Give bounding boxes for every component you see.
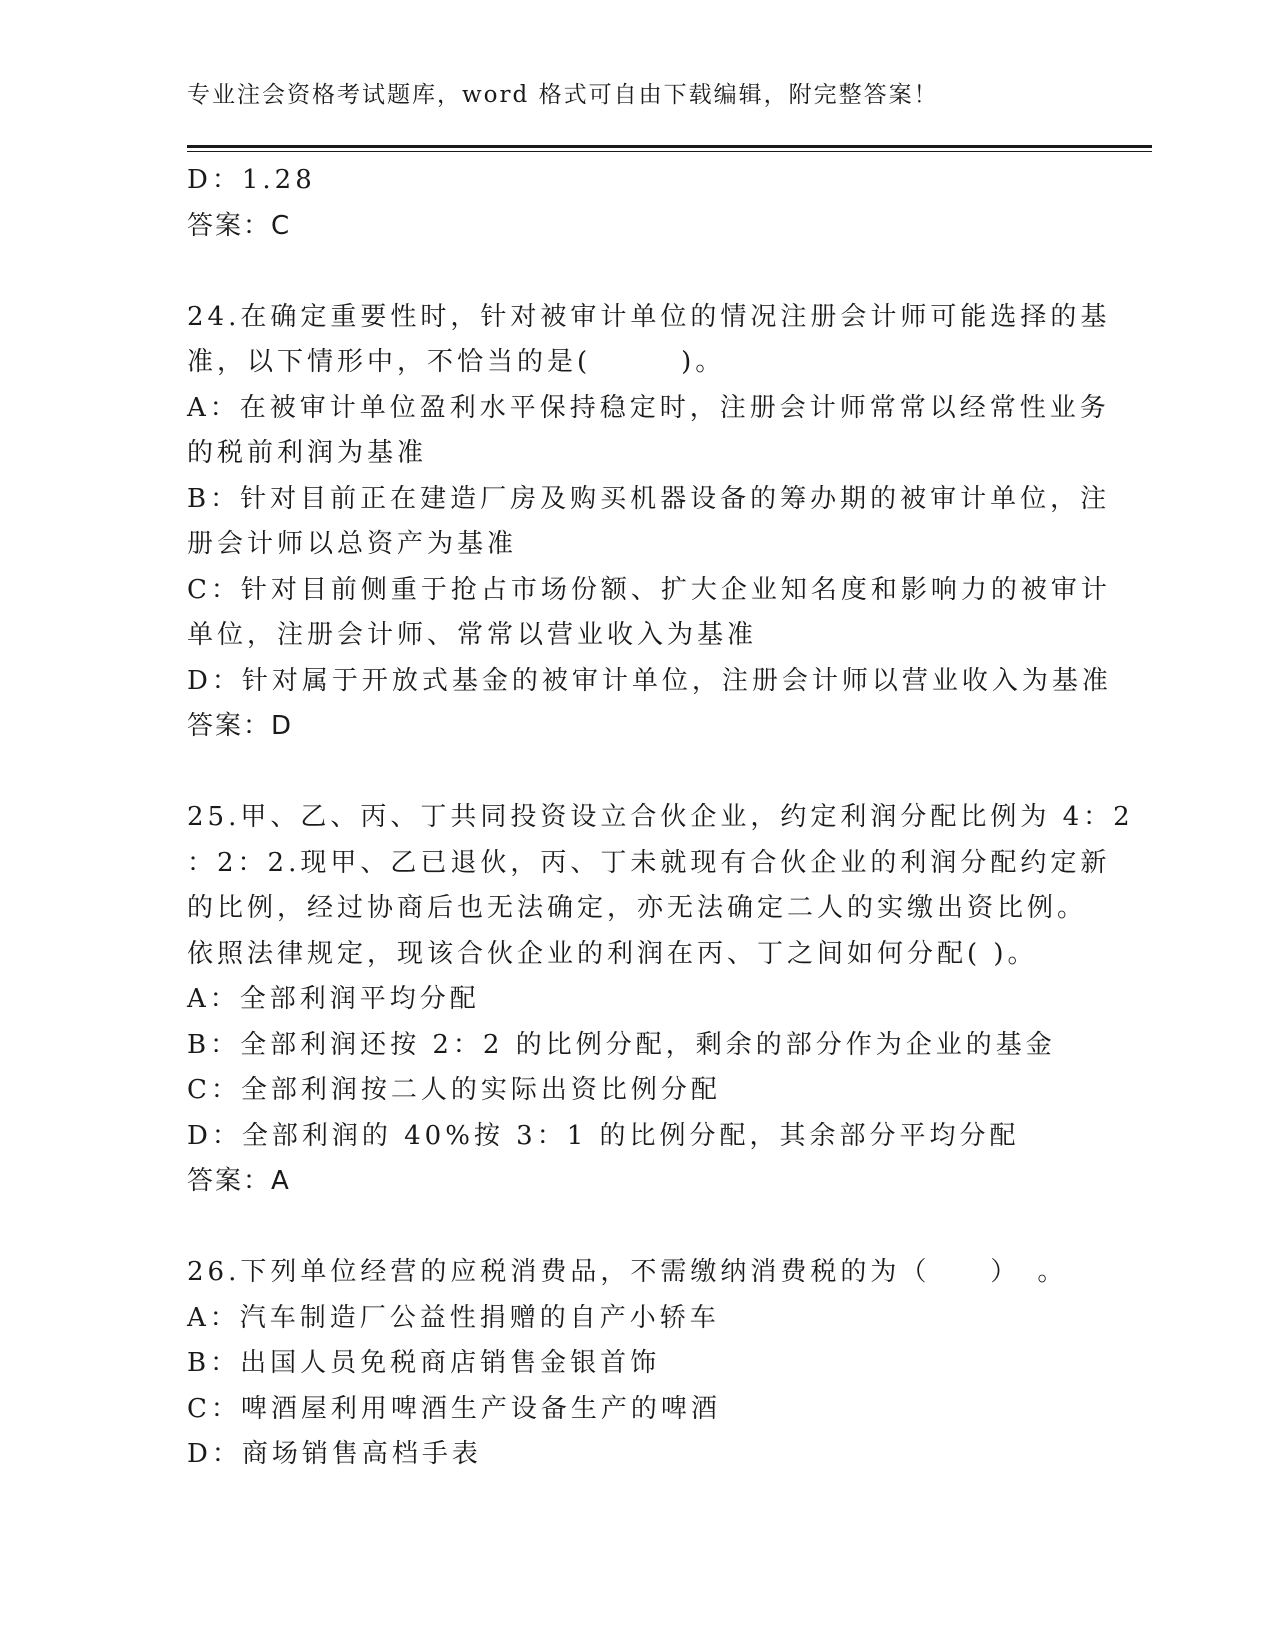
q23-answer: 答案：C — [187, 210, 292, 241]
q24-option-d: D：针对属于开放式基金的被审计单位，注册会计师以营业收入为基准 — [187, 665, 1112, 696]
q26-stem: 26.下列单位经营的应税消费品，不需缴纳消费税的为（ ） 。 — [187, 1257, 1068, 1287]
q25-answer: 答案：A — [187, 1166, 291, 1196]
q25-stem-line: 的比例，经过协商后也无法确定，亦无法确定二人的实缴出资比例。 — [187, 893, 1088, 923]
q24-option-a: A：在被审计单位盈利水平保持稳定时，注册会计师常常以经常性业务 — [187, 392, 1110, 423]
spacer — [187, 750, 1087, 796]
q24-option-c: C：针对目前侧重于抢占市场份额、扩大企业知名度和影响力的被审计 — [187, 574, 1111, 605]
spacer — [187, 1205, 1087, 1251]
q24-option-b: B：针对目前正在建造厂房及购买机器设备的筹办期的被审计单位，注 — [187, 483, 1111, 514]
q25-option-c: C：全部利润按二人的实际出资比例分配 — [187, 1075, 721, 1105]
q24-answer: 答案：D — [187, 711, 294, 741]
q26-option-c: C：啤酒屋利用啤酒生产设备生产的啤酒 — [187, 1393, 721, 1424]
document-body — [187, 158, 1134, 1478]
q26-option-b: B：出国人员免税商店销售金银首饰 — [187, 1348, 661, 1378]
header-rule-thin — [187, 151, 1152, 152]
q25-option-a: A：全部利润平均分配 — [187, 984, 480, 1014]
q25-stem-line: ：2：2.现甲、乙已退伙，丙、丁未就现有合伙企业的利润分配约定新 — [187, 847, 1111, 878]
q24-option-c-cont: 单位，注册会计师、常常以营业收入为基准 — [187, 620, 758, 650]
q25-stem-line: 25.甲、乙、丙、丁共同投资设立合伙企业，约定利润分配比例为 4：2 — [187, 802, 1134, 832]
page-header: 专业注会资格考试题库，word 格式可自由下载编辑，附完整答案！ — [187, 82, 939, 108]
spacer — [187, 249, 1087, 295]
q24-option-a-cont: 的税前利润为基准 — [187, 438, 428, 468]
q25-option-b: B：全部利润还按 2：2 的比例分配，剩余的部分作为企业的基金 — [187, 1029, 1056, 1060]
q25-stem-line: 依照法律规定，现该合伙企业的利润在丙、丁之间如何分配( )。 — [187, 938, 1038, 969]
q24-option-b-cont: 册会计师以总资产为基准 — [187, 529, 518, 559]
q25-option-d: D：全部利润的 40%按 3：1 的比例分配，其余部分平均分配 — [187, 1120, 1020, 1151]
header-rule-thick — [187, 145, 1152, 148]
q24-stem-line: 24.在确定重要性时，针对被审计单位的情况注册会计师可能选择的基 — [187, 301, 1111, 332]
q23-option-d: D：1.28 — [187, 165, 316, 195]
q24-stem-line: 准，以下情形中，不恰当的是( )。 — [187, 347, 726, 377]
q26-option-d: D：商场销售高档手表 — [187, 1439, 482, 1469]
q26-option-a: A：汽车制造厂公益性捐赠的自产小轿车 — [187, 1302, 720, 1333]
